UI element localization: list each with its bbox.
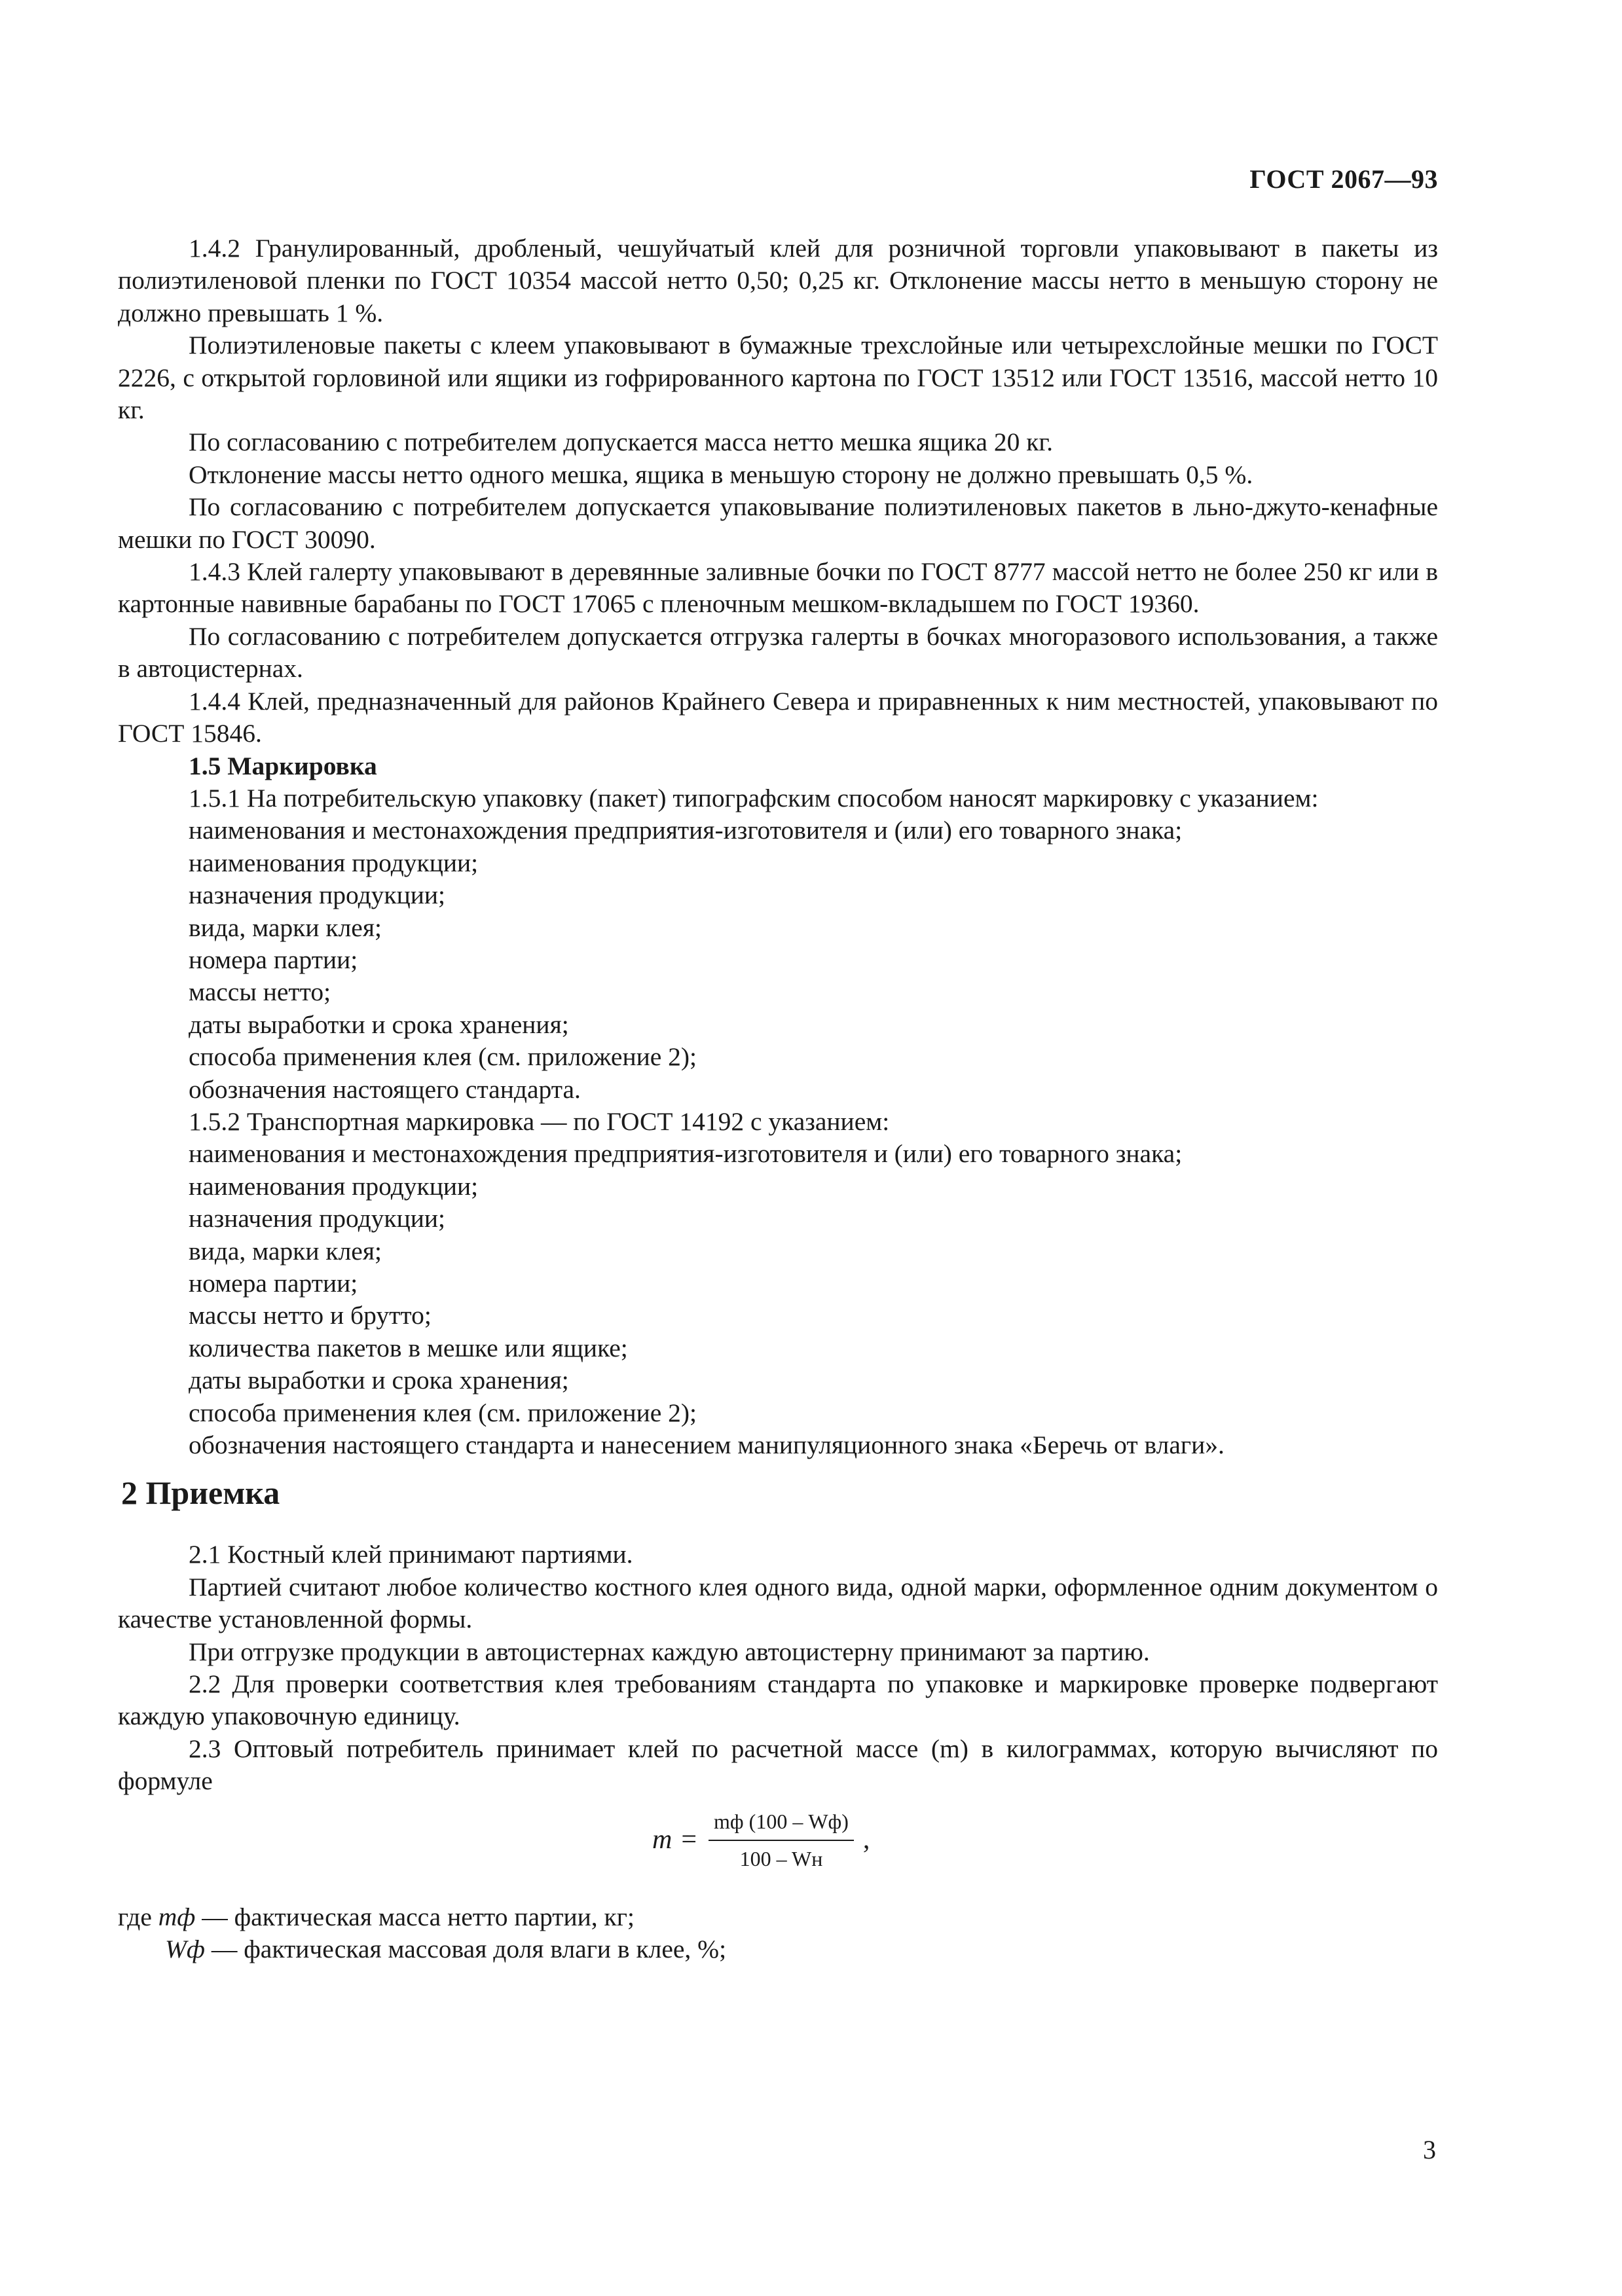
paragraph: 1.5.2 Транспортная маркировка — по ГОСТ 14192 с указанием: [189, 1106, 890, 1136]
list-item: массы нетто; [189, 977, 331, 1007]
paragraph: Полиэтиленовые пакеты с клеем упаковывают в бумажные трехслойные или четырехслойные мешки по ГОСТ 2226, с открытой горловиной или ящики из гофрированного картона по ГОСТ 13512 или ГОСТ 13516, массой нетто 10 кг. [118, 331, 1438, 425]
variable-symbol: mф [158, 1902, 196, 1931]
list-item: номера партии; [189, 945, 358, 974]
list-item: назначения продукции; [189, 1204, 446, 1233]
paragraph: 1.5.1 На потребительскую упаковку (пакет) типографским способом наносят маркировку с указанием: [189, 783, 1319, 812]
subsection-heading: 1.5 Маркировка [189, 751, 377, 780]
paragraph: 1.4.2 Гранулированный, дробленый, чешуйчатый клей для розничной торговли упаковывают в пакеты из полиэтиленовой пленки по ГОСТ 10354 массой нетто 0,50; 0,25 кг. Отклонение массы нетто в меньшую сторону не должно превышать 1 %. [118, 234, 1438, 327]
list-item: способа применения клея (см. приложение 2); [189, 1398, 697, 1427]
formula-comma: , [862, 1824, 870, 1855]
paragraph: Отклонение массы нетто одного мешка, ящика в меньшую сторону не должно превышать 0,5 %. [189, 460, 1253, 489]
formula-lhs: m [652, 1824, 673, 1855]
list-item: вида, марки клея; [189, 1236, 382, 1266]
list-item: наименования продукции; [189, 848, 479, 877]
page-number: 3 [1423, 2135, 1436, 2164]
list-item: обозначения настоящего стандарта. [189, 1074, 581, 1104]
section-heading: 2 Приемка [121, 1474, 280, 1512]
list-item: обозначения настоящего стандарта и нанесением манипуляционного знака «Беречь от влаги». [189, 1430, 1225, 1460]
paragraph: Партией считают любое количество костного клея одного вида, одной марки, оформленное одним документом о качестве установленной формы. [118, 1572, 1438, 1634]
definition-text: — фактическая масса нетто партии, кг; [195, 1902, 635, 1931]
standard-code: ГОСТ 2067—93 [1249, 164, 1438, 194]
definition-lead: где [118, 1902, 158, 1931]
list-item: наименования продукции; [189, 1171, 479, 1201]
list-item: способа применения клея (см. приложение 2); [189, 1042, 697, 1072]
definition-text: — фактическая массовая доля влаги в клее, %; [204, 1935, 727, 1964]
list-item: даты выработки и срока хранения; [189, 1010, 569, 1039]
list-item: наименования и местонахождения предприятия-изготовителя и (или) его товарного знака; [189, 1139, 1183, 1169]
formula-denominator: 100 – Wн [739, 1846, 823, 1870]
list-item: наименования и местонахождения предприятия-изготовителя и (или) его товарного знака; [189, 816, 1183, 845]
paragraph: 2.2 Для проверки соответствия клея требованиям стандарта по упаковке и маркировке проверке подвергают каждую упаковочную единицу. [118, 1669, 1438, 1731]
list-item: количества пакетов в мешке или ящике; [189, 1333, 628, 1362]
paragraph: При отгрузке продукции в автоцистернах каждую автоцистерну принимают за партию. [189, 1637, 1150, 1666]
paragraph: 2.3 Оптовый потребитель принимает клей по расчетной массе (m) в килограммах, которую вычисляют по формуле [118, 1734, 1438, 1796]
paragraph: По согласованию с потребителем допускается упаковывание полиэтиленовых пакетов в льно-джуто-кенафные мешки по ГОСТ 30090. [118, 492, 1438, 554]
formula-fraction [709, 1807, 854, 1874]
list-item: назначения продукции; [189, 881, 446, 910]
formula-equals: = [681, 1824, 697, 1855]
formula-block [118, 1803, 1438, 1901]
variable-symbol: Wф [165, 1935, 205, 1964]
paragraph: 2.1 Костный клей принимают партиями. [189, 1540, 633, 1569]
paragraph: 1.4.3 Клей галерту упаковывают в деревянные заливные бочки по ГОСТ 8777 массой нетто не более 250 кг или в картонные навивные барабаны по ГОСТ 17065 с пленочным мешком-вкладышем по ГОСТ 19360. [118, 557, 1438, 619]
variable-definition [118, 1901, 1438, 1933]
paragraph: 1.4.4 Клей, предназначенный для районов Крайнего Севера и приравненных к ним местностей, упаковывают по ГОСТ 15846. [118, 686, 1438, 748]
list-item: массы нетто и брутто; [189, 1301, 432, 1330]
mass-formula [652, 1807, 870, 1874]
formula-numerator: mф (100 – Wф) [714, 1809, 849, 1833]
paragraph: По согласованию с потребителем допускается масса нетто мешка ящика 20 кг. [189, 428, 1054, 457]
variable-definition [118, 1933, 1438, 1965]
paragraph: По согласованию с потребителем допускается отгрузка галерты в бочках многоразового использования, а также в автоцистернах. [118, 621, 1438, 683]
list-item: вида, марки клея; [189, 913, 382, 942]
page-body [118, 232, 1438, 1966]
list-item: номера партии; [189, 1269, 358, 1298]
list-item: даты выработки и срока хранения; [189, 1366, 569, 1395]
